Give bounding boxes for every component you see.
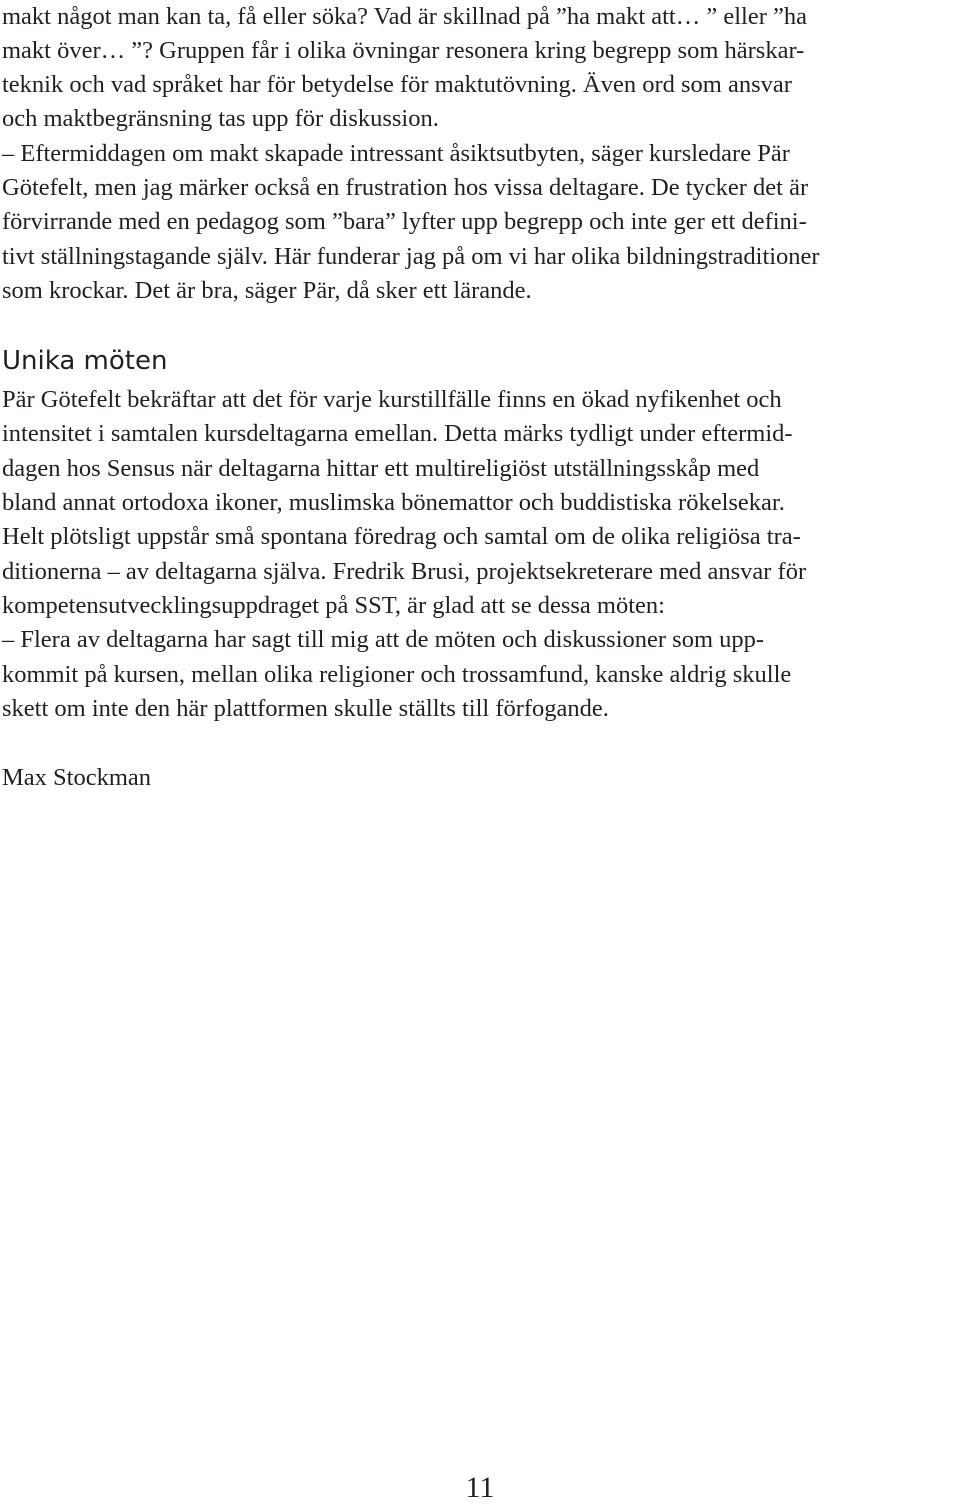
text-line: bland annat ortodoxa ikoner, muslimska bönemattor och buddistiska rökelsekar. xyxy=(2,489,785,516)
text-line: Götefelt, men jag märker också en frustration hos vissa deltagare. De tycker det är xyxy=(2,174,809,201)
text-line: makt över… ”? Gruppen får i olika övningar resonera kring begrepp som härskar- xyxy=(2,37,805,64)
text-line: Pär Götefelt bekräftar att det för varje kurstillfälle finns en ökad nyfikenhet och xyxy=(2,386,782,413)
text-line: skett om inte den här plattformen skulle ställts till förfogande. xyxy=(2,695,609,722)
text-line: intensitet i samtalen kursdeltagarna emellan. Detta märks tydligt under eftermid- xyxy=(2,420,793,447)
text-line: kommit på kursen, mellan olika religioner och trossamfund, kanske aldrig skulle xyxy=(2,661,792,688)
text-line: och maktbegränsning tas upp för diskussion. xyxy=(2,105,439,132)
page-number: 11 xyxy=(465,1471,495,1504)
text-line: dagen hos Sensus när deltagarna hittar ett multireligiöst utställningsskåp med xyxy=(2,455,760,482)
text-line: Helt plötsligt uppstår små spontana föredrag och samtal om de olika religiösa tra- xyxy=(2,523,801,550)
text-line: – Flera av deltagarna har sagt till mig att de möten och diskussioner som upp- xyxy=(2,626,765,653)
text-line: ditionerna – av deltagarna själva. Fredrik Brusi, projektsekreterare med ansvar för xyxy=(2,558,807,585)
text-line: teknik och vad språket har för betydelse för maktutövning. Även ord som ansvar xyxy=(2,71,792,98)
text-line: kompetensutvecklingsuppdraget på SST, är glad att se dessa möten: xyxy=(2,592,665,619)
author-signature: Max Stockman xyxy=(2,764,152,791)
section-heading: Unika möten xyxy=(2,346,168,376)
text-line: som krockar. Det är bra, säger Pär, då sker ett lärande. xyxy=(2,277,532,304)
text-line: förvirrande med en pedagog som ”bara” lyfter upp begrepp och inte ger ett defini- xyxy=(2,208,807,235)
text-line: makt något man kan ta, få eller söka? Vad är skillnad på ”ha makt att… ” eller ”ha xyxy=(2,3,808,30)
text-line: tivt ställningstagande själv. Här funderar jag på om vi har olika bildningstraditioner xyxy=(2,243,820,270)
text-line: – Eftermiddagen om makt skapade intressant åsiktsutbyten, säger kursledare Pär xyxy=(2,140,790,167)
